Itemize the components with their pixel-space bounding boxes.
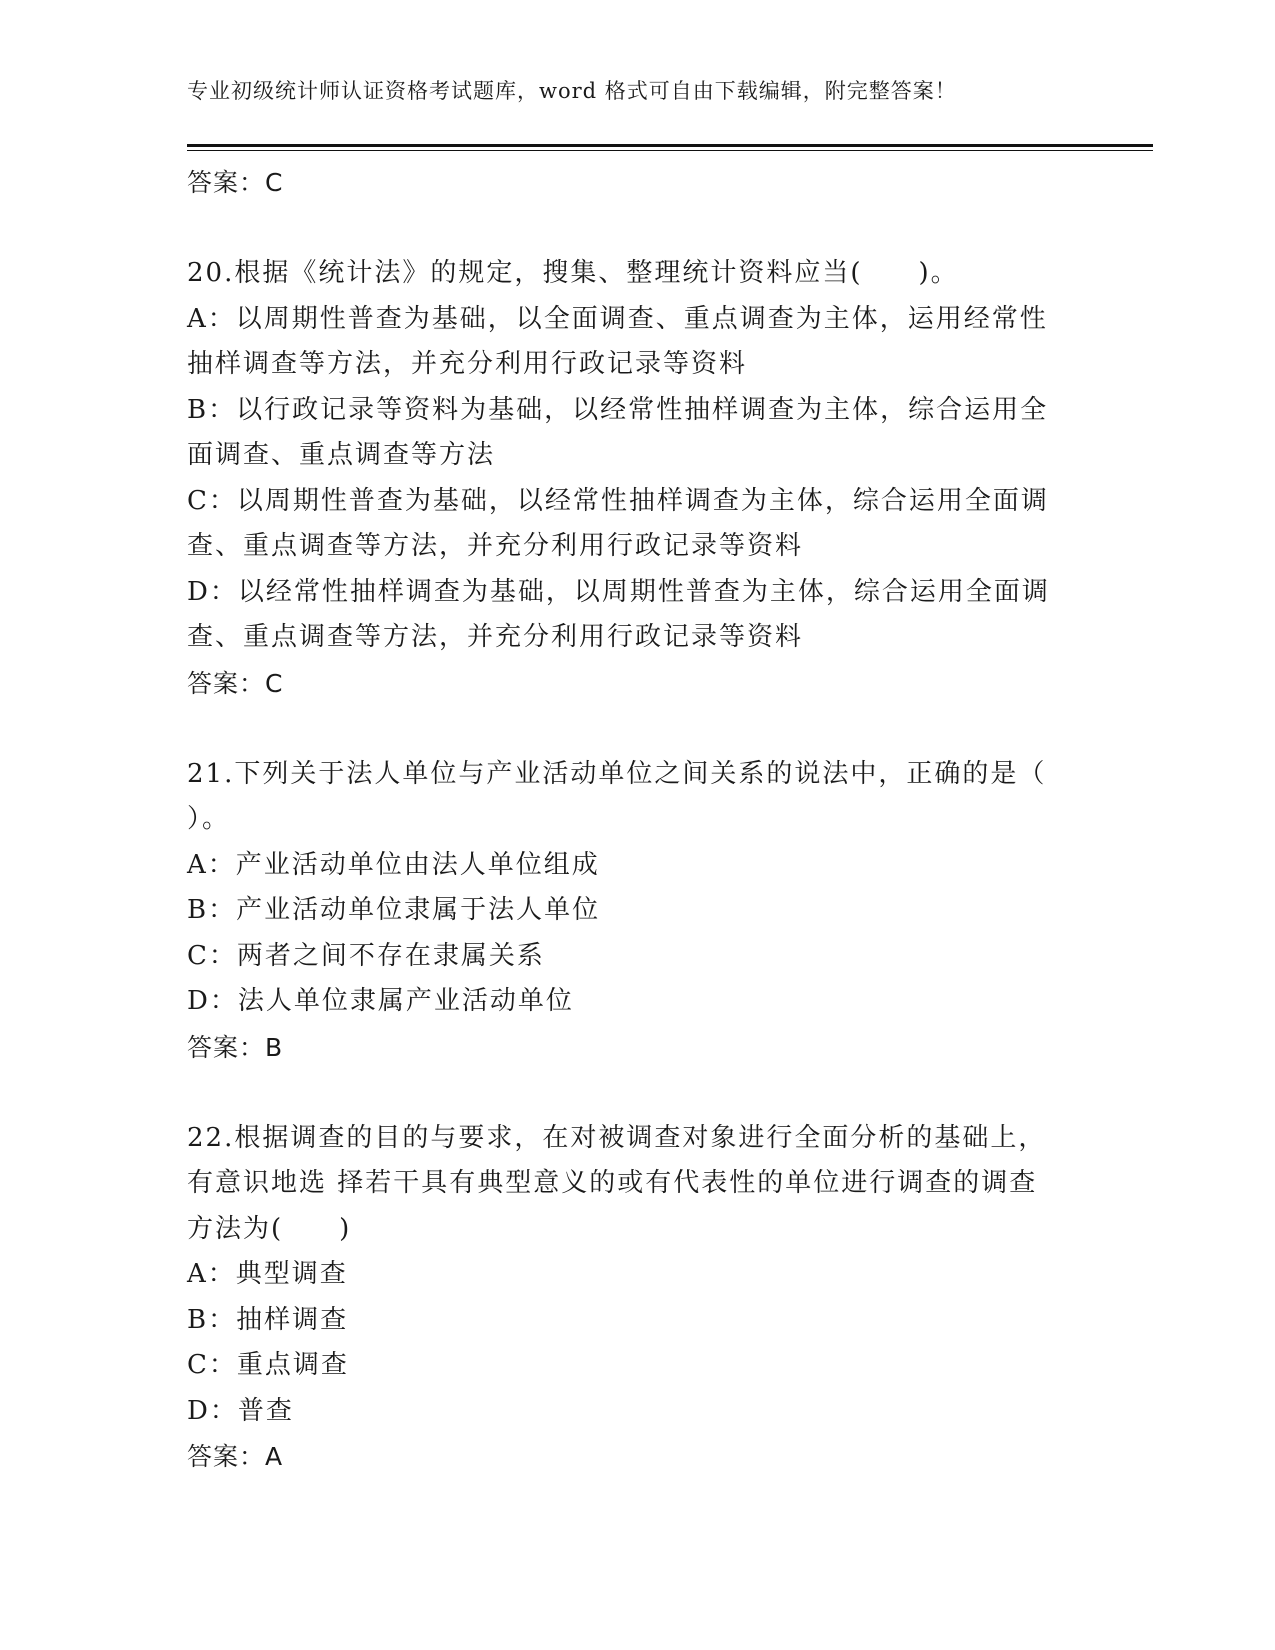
option-c-line: C：两者之间不存在隶属关系 <box>187 940 545 971</box>
option-b-line: B：以行政记录等资料为基础，以经常性抽样调查为主体，综合运用全 <box>187 394 1049 425</box>
option-a-line: 抽样调查等方法，并充分利用行政记录等资料 <box>187 349 748 379</box>
option-b-line: B：产业活动单位隶属于法人单位 <box>187 895 601 925</box>
question-answer: 答案：B <box>187 1032 284 1062</box>
spacer <box>187 206 1087 252</box>
previous-answer: 答案：C <box>187 168 284 197</box>
header-rule-thin <box>187 150 1153 151</box>
spacer <box>187 1070 1087 1116</box>
question-answer: 答案：C <box>187 668 284 698</box>
option-b-line: B：抽样调查 <box>187 1304 349 1335</box>
question-stem-line: ）。 <box>187 804 231 834</box>
page-header: 专业初级统计师认证资格考试题库，word 格式可自由下载编辑，附完整答案！ <box>187 79 957 103</box>
header-rule-thick <box>187 144 1153 147</box>
question-stem-line: 22.根据调查的目的与要求，在对被调查对象进行全面分析的基础上， <box>187 1122 1047 1153</box>
question-stem-line: 20.根据《统计法》的规定，搜集、整理统计资料应当( )。 <box>187 258 959 288</box>
question-21 <box>187 752 1087 1071</box>
option-a-line: A：产业活动单位由法人单位组成 <box>187 849 600 880</box>
question-content <box>187 160 1087 1480</box>
question-stem-line: 21.下列关于法人单位与产业活动单位之间关系的说法中，正确的是（ <box>187 758 1047 789</box>
question-stem-line: 有意识地选 择若干具有典型意义的或有代表性的单位进行调查的调查 <box>187 1168 1038 1198</box>
question-stem-line: 方法为( ) <box>187 1213 352 1244</box>
question-answer: 答案：A <box>187 1442 284 1471</box>
option-c-line: 查、重点调查等方法，并充分利用行政记录等资料 <box>187 531 804 561</box>
option-d-line: D：普查 <box>187 1395 294 1426</box>
question-20 <box>187 251 1087 706</box>
option-c-line: C：重点调查 <box>187 1350 349 1380</box>
option-d-line: D：以经常性抽样调查为基础，以周期性普查为主体，综合运用全面调 <box>187 576 1050 607</box>
option-c-line: C：以周期性普查为基础，以经常性抽样调查为主体，综合运用全面调 <box>187 485 1049 516</box>
question-22 <box>187 1116 1087 1480</box>
option-a-line: A：以周期性普查为基础，以全面调查、重点调查为主体，运用经常性 <box>187 303 1048 334</box>
spacer <box>187 706 1087 752</box>
option-b-line: 面调查、重点调查等方法 <box>187 440 496 470</box>
option-d-line: D：法人单位隶属产业活动单位 <box>187 986 574 1016</box>
option-a-line: A：典型调查 <box>187 1259 348 1289</box>
option-d-line: 查、重点调查等方法，并充分利用行政记录等资料 <box>187 622 804 652</box>
